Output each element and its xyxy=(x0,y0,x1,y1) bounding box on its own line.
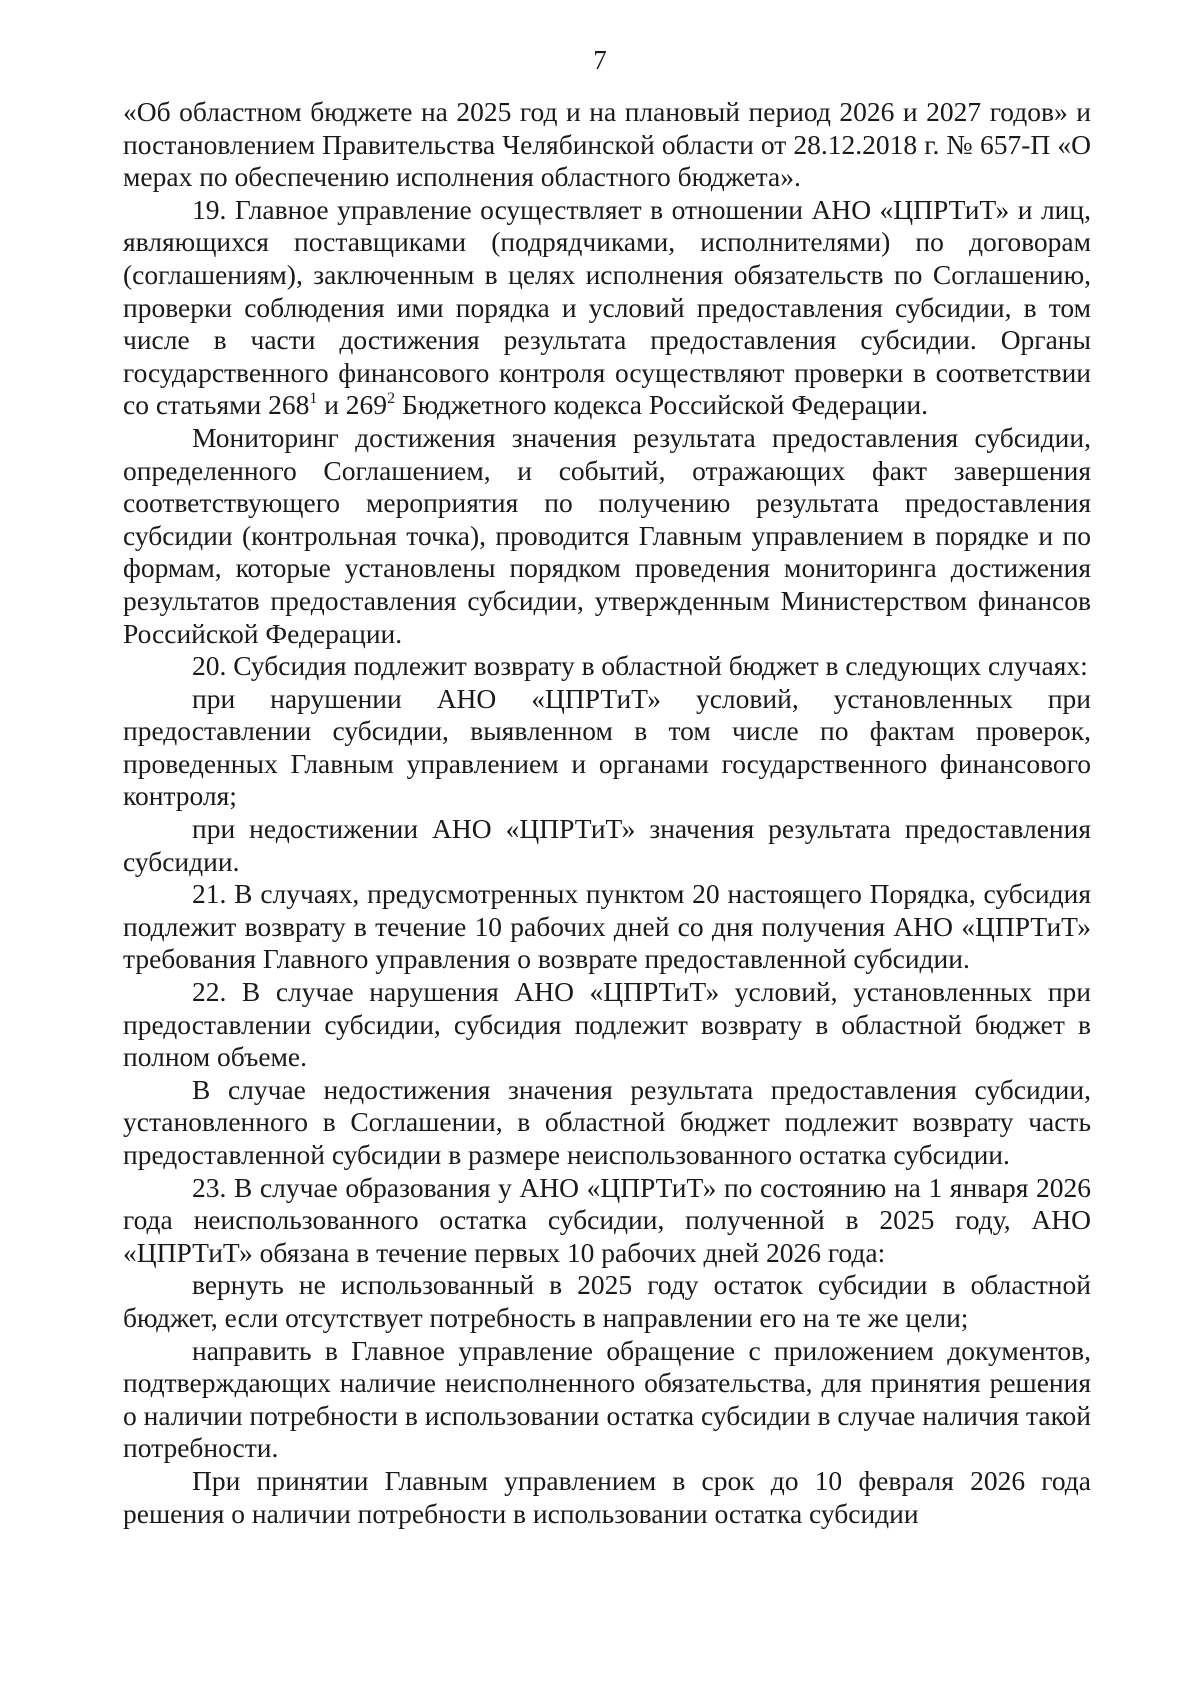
paragraph-item-23: 23. В случае образования у АНО «ЦПРТиТ» по состоянию на 1 января 2026 года неиспользованного остатка субсидии, полученной в 2025 году, АНО «ЦПРТиТ» обязана в течение первых 10 рабочих дней 2026 года: xyxy=(123,1171,1091,1268)
paragraph-return-remainder: вернуть не использованный в 2025 году остаток субсидии в областной бюджет, если отсутствует потребность в направлении его на те же цели; xyxy=(123,1269,1091,1333)
paragraph-text: 19. Главное управление осуществляет в отношении АНО «ЦПРТиТ» и лиц, являющихся поставщиками (подрядчиками, исполнителями) по договорам (соглашениям), заключенным в целях исполнения обязательств по Соглашению, проверки соблюдения ими порядка и условий предоставления субсидии, в том числе в части достижения результата предоставления субсидии. Органы государственного финансового контроля осуществляют проверки в соответствии со статьями 268 xyxy=(123,193,1091,421)
paragraph-case-violation: при нарушении АНО «ЦПРТиТ» условий, установленных при предоставлении субсидии, выявленном в том числе по фактам проверок, проведенных Главным управлением и органами государственного финансового контроля; xyxy=(123,682,1091,812)
paragraph-case-nonachievement: при недостижении АНО «ЦПРТиТ» значения результата предоставления субсидии. xyxy=(123,813,1091,877)
paragraph-decision: При принятии Главным управлением в срок до 10 февраля 2026 года решения о наличии потребности в использовании остатка субсидии xyxy=(123,1464,1091,1529)
paragraph-partial-return: В случае недостижения значения результата предоставления субсидии, установленного в Соглашении, в областной бюджет подлежит возврату часть предоставленной субсидии в размере неиспользованного остатка субсидии. xyxy=(123,1073,1091,1170)
paragraph-send-request: направить в Главное управление обращение с приложением документов, подтверждающих наличие неисполненного обязательства, для принятия решения о наличии потребности в использовании остатка субсидии в случае наличия такой потребности. xyxy=(123,1334,1091,1464)
paragraph-text: Бюджетного кодекса Российской Федерации. xyxy=(395,389,928,421)
paragraph-monitoring: Мониторинг достижения значения результата предоставления субсидии, определенного Соглашением, и событий, отражающих факт завершения соответствующего мероприятия по получению результата предоставления субсидии (контрольная точка), проводится Главным управлением в порядке и по формам, которые установлены порядком проведения мониторинга достижения результатов предоставления субсидии, утвержденным Министерством финансов Российской Федерации. xyxy=(123,421,1091,649)
paragraph-item-19 xyxy=(123,194,1091,422)
paragraph-item-21: 21. В случаях, предусмотренных пунктом 20 настоящего Порядка, субсидия подлежит возврату в течение 10 рабочих дней со дня получения АНО «ЦПРТиТ» требования Главного управления о возврате предоставленной субсидии. xyxy=(123,878,1091,975)
page-number: 7 xyxy=(593,45,607,75)
paragraph-item-20: 20. Субсидия подлежит возврату в областной бюджет в следующих случаях: xyxy=(192,650,1088,682)
superscript: 2 xyxy=(387,390,396,408)
paragraph-continuation: «Об областном бюджете на 2025 год и на плановый период 2026 и 2027 годов» и постановлением Правительства Челябинской области от 28.12.2018 г. № 657-П «О мерах по обеспечению исполнения областного бюджета». xyxy=(123,96,1091,193)
paragraph-item-22: 22. В случае нарушения АНО «ЦПРТиТ» условий, установленных при предоставлении субсидии, субсидия подлежит возврату в областной бюджет в полном объеме. xyxy=(123,976,1091,1073)
paragraph-text: и 269 xyxy=(317,389,388,421)
superscript: 1 xyxy=(309,390,318,408)
document-body xyxy=(123,96,1091,1530)
